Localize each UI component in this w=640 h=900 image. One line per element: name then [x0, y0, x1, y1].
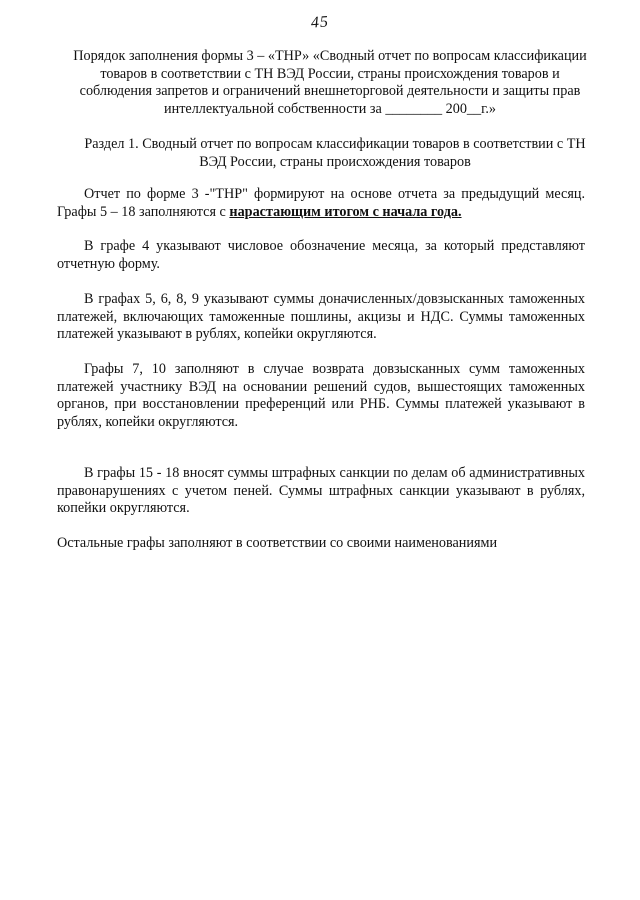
- section-title: Раздел 1. Сводный отчет по вопросам классификации товаров в соответствии с ТН ВЭД России, страны происхождения товаров: [84, 136, 586, 170]
- paragraph-text: Графы 7, 10 заполняют в случае возврата довзысканных сумм таможенных платежей участнику ВЭД на основании решений судов, вышестоящих таможенных органов, при восстановлении преференций или РНБ. Суммы платежей указывают в рублях, копейки округляются.: [57, 361, 585, 430]
- paragraph-text: В графах 5, 6, 8, 9 указывают суммы доначисленных/довзысканных таможенных платежей, включающих таможенные пошлины, акцизы и НДС. Суммы таможенных платежей указывают в рублях, копейки округляются.: [57, 291, 585, 342]
- paragraph-columns-5-6-8-9: [57, 291, 585, 344]
- paragraph-text: Отчет по форме 3 -"ТНР" формируют на основе отчета за предыдущий месяц. Графы 5 – 18 заполняются с: [57, 186, 585, 220]
- paragraph-report-basis: [57, 186, 585, 221]
- paragraph-column-4: [57, 238, 585, 273]
- paragraph-other-columns: [57, 535, 585, 553]
- paragraph-text: В графе 4 указывают числовое обозначение месяца, за который представляют отчетную форму.: [57, 238, 585, 272]
- paragraph-columns-7-10: [57, 361, 585, 431]
- document-title: Порядок заполнения формы 3 – «ТНР» «Сводный отчет по вопросам классификации товаров в соответствии с ТН ВЭД России, страны происхождения товаров и соблюдения запретов и ограничений внешнеторговой деятельности и защиты прав интеллектуальной собственности за ________ 200__г.»: [73, 48, 587, 117]
- paragraph-columns-15-18: [57, 465, 585, 518]
- emphasis-text: нарастающим итогом с начала года.: [229, 203, 462, 220]
- page-number: 45: [310, 13, 330, 32]
- paragraph-text: В графы 15 - 18 вносят суммы штрафных санкции по делам об административных правонарушениях с учетом пеней. Суммы штрафных санкции указывают в рублях, копейки округляются.: [57, 465, 585, 516]
- paragraph-text: Остальные графы заполняют в соответствии со своими наименованиями: [57, 535, 498, 551]
